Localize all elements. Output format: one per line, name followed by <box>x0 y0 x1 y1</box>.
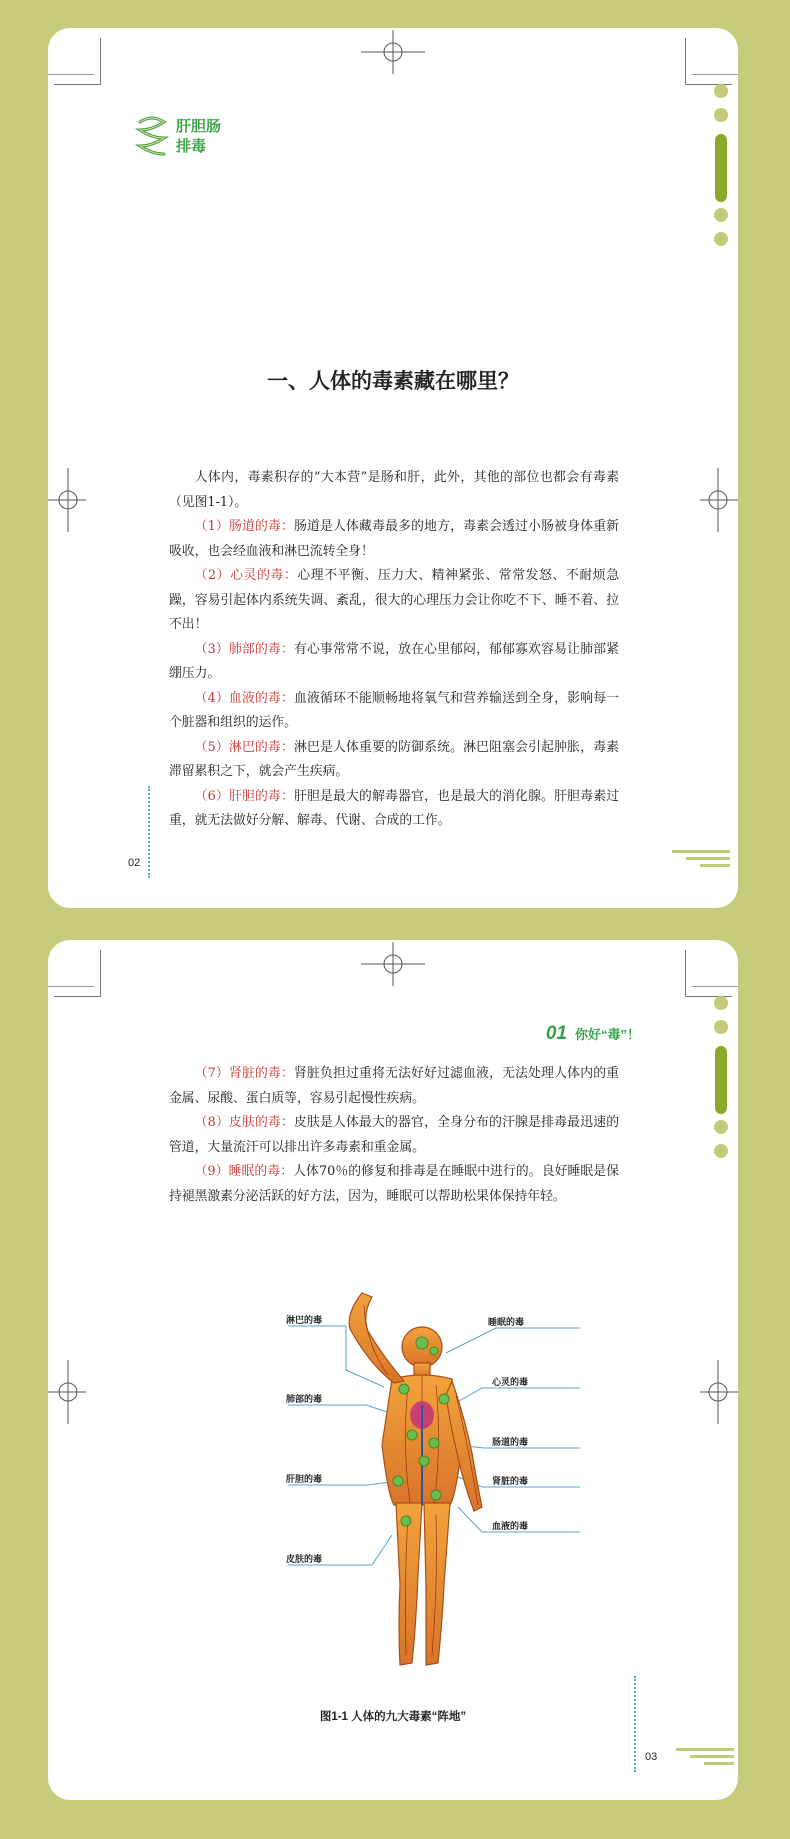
item-text: 人体70％的修复和排毒是在睡眠中进行的。良好睡眠是保持褪黑激素分泌活跃的好方法，因为，睡眠可以帮助松果体保持年轻。 <box>169 1164 619 1204</box>
figure-label: 淋巴的毒 <box>286 1315 323 1325</box>
chapter-title: 你好“毒”！ <box>574 1027 640 1042</box>
registration-mark-top <box>361 28 425 84</box>
figure-label: 皮肤的毒 <box>286 1554 323 1564</box>
list-item <box>169 687 619 736</box>
body-text-page03 <box>169 1062 619 1209</box>
registration-mark-top <box>361 940 425 996</box>
dotted-rule <box>634 1676 636 1772</box>
side-dot <box>714 1120 728 1134</box>
figure-label: 肾脏的毒 <box>492 1476 529 1486</box>
registration-mark-left <box>48 468 110 532</box>
human-body-illustration <box>286 1285 582 1685</box>
item-text: 肝胆是最大的解毒器官，也是最大的消化腺。肝胆毒素过重，就无法做好分解、解毒、代谢、合成的工作。 <box>169 788 619 828</box>
side-dot <box>714 1144 728 1158</box>
stripe-decoration <box>674 1748 734 1770</box>
item-text: 心理不平衡、压力大、精神紧张、常常发怒、不耐烦急躁，容易引起体内系统失调、紊乱，很大的心理压力会让你吃不下、睡不着、拉不出！ <box>169 568 619 632</box>
section-title: 一、人体的毒素藏在哪里？ <box>267 368 519 393</box>
item-text: 皮肤是人体最大的器官，全身分布的汗腺是排毒最迅速的管道，大量流汗可以排出许多毒素和重金属。 <box>169 1115 619 1155</box>
side-dot <box>714 208 728 222</box>
logo-title-line2: 排毒 <box>176 137 207 155</box>
body-text-page02 <box>169 466 619 834</box>
side-dot <box>714 996 728 1010</box>
item-label: （3）肺部的毒： <box>194 641 295 657</box>
item-label: （9）睡眠的毒： <box>194 1164 294 1179</box>
figure-label: 睡眠的毒 <box>488 1317 525 1327</box>
side-tab-indicator <box>714 996 738 1176</box>
item-text: 肾脏负担过重将无法好好过滤血液，无法处理人体内的重金属、尿酸、蛋白质等，容易引起慢性疾病。 <box>169 1066 619 1106</box>
item-label: （5）淋巴的毒： <box>194 739 295 755</box>
list-item <box>169 736 619 785</box>
crop-mark-top-right <box>685 38 732 85</box>
side-bar-active <box>715 134 727 202</box>
registration-mark-right <box>686 468 738 532</box>
item-label: （4）血液的毒： <box>194 690 295 706</box>
list-item <box>169 1160 619 1209</box>
crop-mark-top-left <box>54 950 101 997</box>
logo-title-line1: 肝胆肠 <box>176 117 222 135</box>
crop-mark-top-right <box>685 950 732 997</box>
list-item <box>169 515 619 564</box>
series-logo <box>132 112 221 160</box>
chapter-heading <box>546 1023 640 1045</box>
list-item <box>169 638 619 687</box>
stripe-decoration <box>670 850 730 872</box>
side-dot <box>714 84 728 98</box>
figure-caption: 图1-1 人体的九大毒素“阵地” <box>319 1711 467 1723</box>
page-03 <box>48 940 738 1800</box>
item-text: 淋巴是人体重要的防御系统。淋巴阻塞会引起肿胀，毒素滞留累积之下，就会产生疾病。 <box>169 739 619 779</box>
list-item <box>169 785 619 834</box>
body-toxin-figure <box>286 1285 582 1665</box>
side-bar-active <box>715 1046 727 1114</box>
item-label: （6）肝胆的毒： <box>194 788 295 804</box>
dotted-rule <box>148 786 150 878</box>
page-number: 03 <box>645 1751 658 1763</box>
item-label: （1）肠道的毒： <box>194 519 295 534</box>
item-label: （7）肾脏的毒： <box>194 1066 295 1081</box>
intro-paragraph: 人体内，毒素积存的“大本营”是肠和肝，此外，其他的部位也都会有毒素（见图1-1）。 <box>169 470 619 510</box>
figure-label: 血液的毒 <box>492 1521 529 1531</box>
figure-label: 肝胆的毒 <box>286 1474 323 1484</box>
figure-label: 心灵的毒 <box>492 1377 529 1387</box>
side-dot <box>714 108 728 122</box>
figure-label: 肺部的毒 <box>286 1394 323 1404</box>
list-item <box>169 1062 619 1111</box>
list-item <box>169 564 619 638</box>
list-item <box>169 1111 619 1160</box>
item-text: 有心事常常不说，放在心里郁闷，郁郁寡欢容易让肺部紧绷压力。 <box>169 641 619 681</box>
item-label: （8）皮肤的毒： <box>194 1115 295 1130</box>
side-dot <box>714 232 728 246</box>
side-dot <box>714 1020 728 1034</box>
crop-mark-top-left <box>54 38 101 85</box>
item-label: （2）心灵的毒： <box>194 568 298 583</box>
figure-label: 肠道的毒 <box>492 1437 529 1447</box>
chapter-number: 01 <box>545 1023 567 1044</box>
page-number: 02 <box>128 857 141 869</box>
side-tab-indicator <box>714 84 738 264</box>
item-text: 血液循环不能顺畅地将氧气和营养输送到全身，影响每一个脏器和组织的运作。 <box>169 690 619 730</box>
page-02 <box>48 28 738 908</box>
intestine-logo-icon <box>132 112 172 160</box>
registration-mark-left <box>48 1360 110 1424</box>
registration-mark-right <box>686 1360 738 1424</box>
item-text: 肠道是人体藏毒最多的地方，毒素会透过小肠被身体重新吸收，也会经血液和淋巴流转全身！ <box>169 519 619 559</box>
